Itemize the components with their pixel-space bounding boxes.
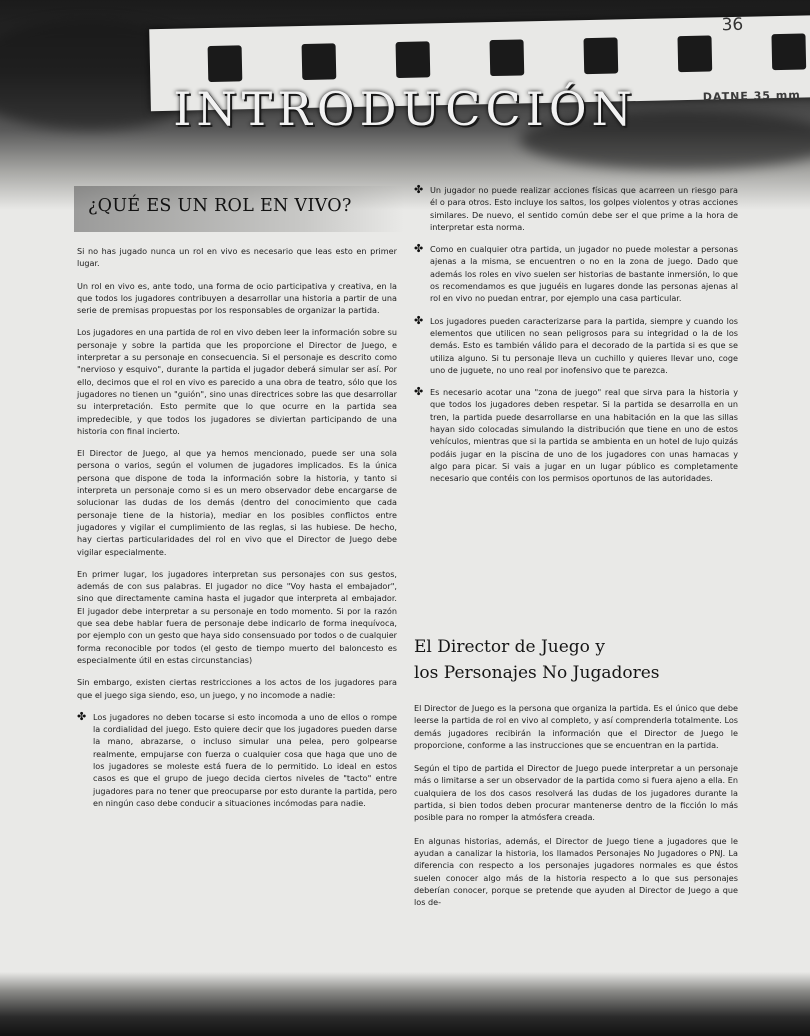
rule-bullet [414, 315, 738, 376]
film-frame-number: 36 [721, 14, 744, 36]
grunge-footer [0, 972, 810, 1036]
film-perforation [208, 45, 243, 82]
rule-text: Como en cualquier otra partida, un jugador no puede molestar a personas ajenas a la misma, se encuentren o no en la zona de juego. Dado que además los roles en vivo suelen ser historias de bastante inmersión, lo que os recomendamos es que juguéis en lugares donde las personas ajenas al rol en vivo no puedan entrar, por ejemplo una casa particular. [430, 244, 738, 304]
right-column-rules [414, 184, 738, 495]
heading-line: los Personajes No Jugadores [414, 663, 660, 683]
body-paragraph: Los jugadores en una partida de rol en vivo deben leer la información sobre su personaje y sobre la partida que les proporcione el Director de Juego, e interpretar a su personaje en consecuencia. Si el personaje es descrito como "nervioso y esquivo", durante la partida el jugador deberá simular ser así. Por ello, decimos que el rol en vivo es parecido a una obra de teatro, sólo que los jugadores no tienen un "guión", sino unas directrices sobre las que desarrollar su interpretación. Esto permite que lo que ocurre en la partida sea impredecible, y que todos los jugadores se diviertan participando de una historia con final incierto. [77, 327, 397, 436]
rule-bullet [414, 243, 738, 304]
rule-bullet [414, 386, 738, 484]
film-perforation [677, 35, 712, 72]
fleuron-bullet-icon: ✤ [414, 385, 424, 399]
film-perforation [302, 43, 337, 80]
rule-bullet [414, 184, 738, 233]
rule-text: Es necesario acotar una "zona de juego" real que sirva para la historia y que todos los jugadores deben respetar. Si la partida se desarrolla en un tren, la partida puede desarrollarse en una habitación en la que las sillas hayan sido colocadas simulando la distribución que tiene en uno de estos vehículos, mientras que si la partida se ambienta en un hotel de lujo quizás podáis jugar en la piscina de uno de los jugadores con unas hamacas y algo para picar. Si vais a jugar en un lugar público es completamente necesario que contéis con los permisos oportunos de las autoridades. [430, 387, 738, 484]
chapter-title: INTRODUCCIÓN [173, 82, 637, 136]
rule-text: Los jugadores no deben tocarse si esto incomoda a uno de ellos o rompe la cordialidad del juego. Esto quiere decir que los jugadores pueden darse la mano, abrazarse, o incluso simular una pelea, pero golpearse realmente, empujarse con fuerza o cualquier cosa que haga que uno de los jugadores se moleste está fuera de lo permitido. Lo ideal en estos casos es que el grupo de juego decida ciertos niveles de "tacto" entre jugadores para no tener que preocuparse por esto durante la partida, pero en ningún caso debe conducir a situaciones incómodas para nadie. [93, 711, 397, 808]
body-paragraph: En primer lugar, los jugadores interpretan sus personajes con sus gestos, además de con sus palabras. El jugador no dice "Voy hasta el embajador", sino que directamente camina hasta el jugador que interpreta al embajador. El jugador debe interpretar a su personaje en todo momento. Si por la razón que sea debe hablar fuera de personaje debe indicarlo de forma inequívoca, por ejemplo con un gesto que haya sido consensuado por todos o de cualquier forma reconocible por todos (el gesto de tiempo muerto del baloncesto es especialmente útil en estas circunstancias) [77, 568, 397, 665]
film-brand: DATNE 35 mm [702, 88, 801, 104]
body-paragraph: Un rol en vivo es, ante todo, una forma de ocio participativa y creativa, en la que todos los jugadores contribuyen a desarrollar una historia a partir de una serie de premisas propuestas por los responsables de organizar la partida. [77, 280, 397, 316]
rule-text: Un jugador no puede realizar acciones físicas que acarreen un riesgo para él o para otros. Esto incluye los saltos, los golpes violentos y otras acciones similares. De nuevo, el sentido común debe ser el que prime a la hora de interpretar esta norma. [430, 185, 738, 232]
rule-text: Los jugadores pueden caracterizarse para la partida, siempre y cuando los elementos que utilicen no sean peligrosos para su integridad o la de los demás. Esto es también válido para el decorado de la partida si es que se utiliza alguno. Si tu personaje lleva un cuchillo y quieres llevar uno, coge uno de juguete, no uno real por inofensivo que te parezca. [430, 315, 738, 375]
fleuron-bullet-icon: ✤ [414, 313, 424, 327]
heading-line: El Director de Juego y [414, 637, 605, 657]
body-paragraph: El Director de Juego es la persona que organiza la partida. Es el único que debe leerse la partida de rol en vivo al completo, y así comprenderla totalmente. Los demás jugadores recibirán la información que el Director de Juego le proporcione, conforme a las instrucciones que se encuentran en la partida. [414, 703, 738, 750]
body-paragraph: Si no has jugado nunca un rol en vivo es necesario que leas esto en primer lugar. [77, 246, 397, 269]
body-paragraph: Sin embargo, existen ciertas restricciones a los actos de los jugadores para que el juego siga siendo, eso, un juego, y no incomode a nadie: [77, 677, 397, 700]
section-heading-right [414, 634, 744, 686]
film-perforation [396, 41, 431, 78]
left-column [77, 245, 397, 819]
body-paragraph: Según el tipo de partida el Director de Juego puede interpretar a un personaje más o limitarse a ser un observador de la partida como si fuera ajeno a ella. En cualquiera de los dos casos resolverá las dudas de los jugadores durante la partida, si bien todos deben procurar mantenerse dentro de la ficción lo más posible para no romper la atmósfera creada. [414, 763, 738, 823]
fleuron-bullet-icon: ✤ [77, 709, 87, 723]
section-heading-left: ¿QUÉ ES UN ROL EN VIVO? [74, 186, 404, 232]
fleuron-bullet-icon: ✤ [414, 183, 424, 196]
grunge-header [0, 0, 810, 210]
body-paragraph: El Director de Juego, al que ya hemos mencionado, puede ser una sola persona o varios, según el volumen de jugadores implicados. Es la única persona que dispone de toda la información sobre la historia, y tanto si interpreta un personaje como si es un mero observador debe encargarse de solucionar las dudas de los demás (dentro del conocimiento que cada personaje tiene de la historia), mediar en los posibles conflictos entre jugadores y vigilar el cumplimiento de las reglas, si las hubiese. De hecho, hay ciertas particularidades del rol en vivo que el Director de Juego debe vigilar especialmente. [77, 448, 397, 557]
rule-bullet [77, 711, 397, 809]
body-paragraph: En algunas historias, además, el Director de Juego tiene a jugadores que le ayudan a canalizar la historia, los llamados Personajes No Jugadores o PNJ. La diferencia con respecto a los personajes jugadores normales es que éstos suelen conocer algo más de la historia respecto a lo que sus personajes deberían conocer, porque se pretende que ayuden al Director de Juego a que los de- [414, 835, 738, 908]
film-perforation [771, 33, 806, 70]
film-perforation [490, 39, 525, 76]
right-column-body [414, 702, 738, 919]
film-perforation [583, 37, 618, 74]
fleuron-bullet-icon: ✤ [414, 242, 424, 256]
